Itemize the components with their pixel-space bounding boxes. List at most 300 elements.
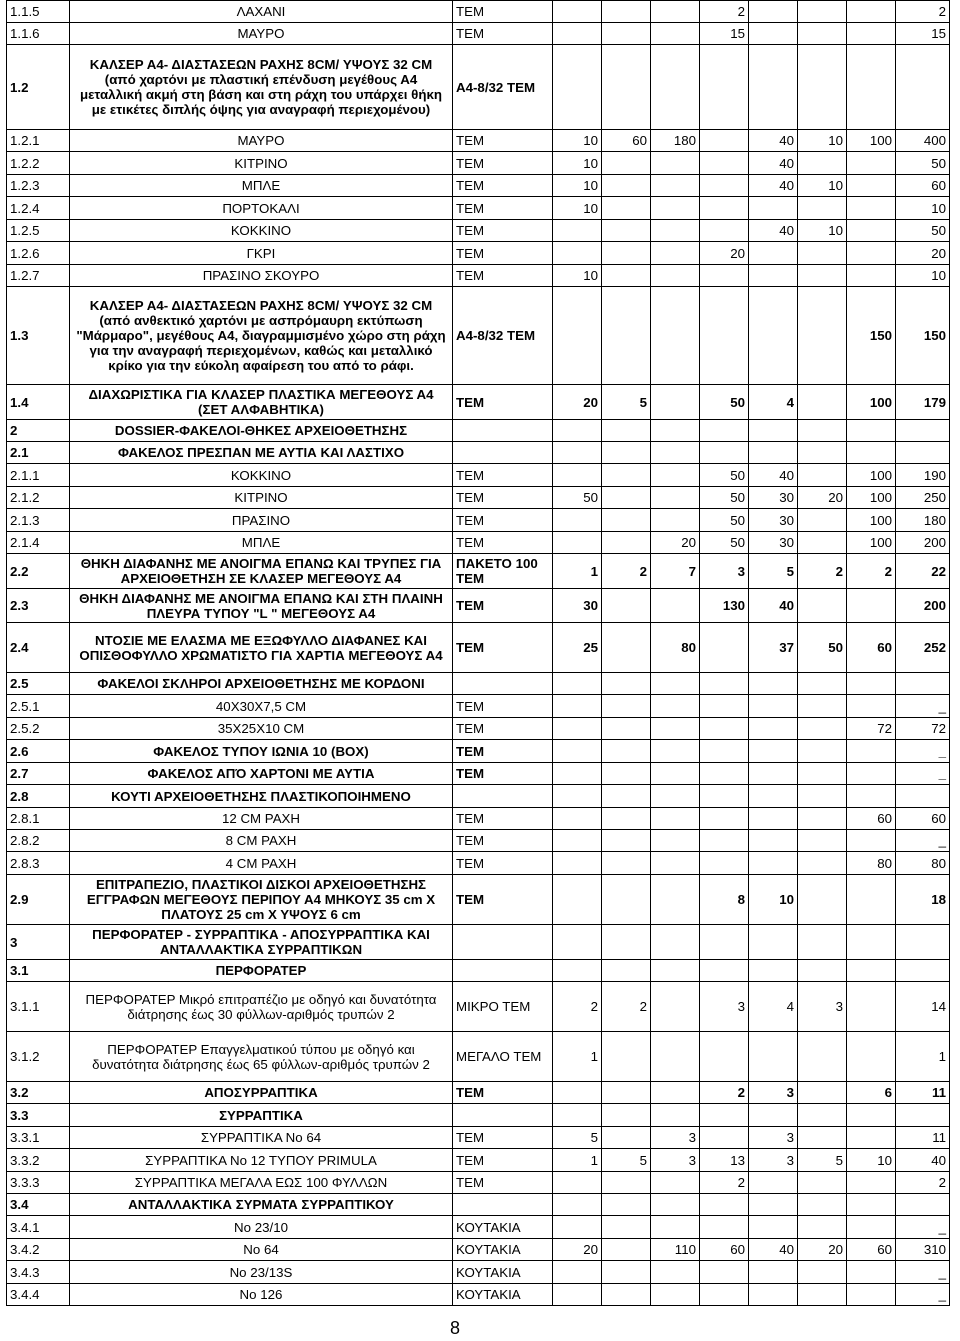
quantity-cell xyxy=(602,1082,651,1104)
quantity-cell: 5 xyxy=(602,1149,651,1172)
quantity-cell xyxy=(553,242,602,265)
quantity-cell xyxy=(798,287,847,385)
total-cell: 60 xyxy=(896,175,950,197)
total-cell: _ xyxy=(896,763,950,785)
item-unit xyxy=(453,960,553,982)
item-unit: ΤΕΜ xyxy=(453,265,553,287)
quantity-cell xyxy=(749,785,798,808)
item-description: ΘΗΚΗ ΔΙΑΦΑΝΗΣ ΜΕ ΑΝΟΙΓΜΑ ΕΠΑΝΩ ΚΑΙ ΣΤΗ ΠΛΑΙΝΗ ΠΛΕΥΡΑ ΤΥΠΟΥ "L " ΜΕΓΕΘΟΥΣ Α4 xyxy=(70,589,453,623)
quantity-cell xyxy=(749,852,798,875)
total-cell: _ xyxy=(896,695,950,718)
item-unit: ΤΕΜ xyxy=(453,1149,553,1172)
quantity-cell xyxy=(553,464,602,487)
quantity-cell xyxy=(749,695,798,718)
quantity-cell xyxy=(847,740,896,763)
item-description: ΠΕΡΦΟΡΑΤΕΡ xyxy=(70,960,453,982)
item-unit: ΤΕΜ xyxy=(453,1127,553,1149)
item-unit: ΤΕΜ xyxy=(453,852,553,875)
quantity-cell: 50 xyxy=(700,509,749,532)
quantity-cell xyxy=(847,197,896,220)
item-code: 2.1.2 xyxy=(7,487,70,509)
total-cell: 400 xyxy=(896,130,950,152)
quantity-cell xyxy=(700,718,749,740)
item-code: 2.8.1 xyxy=(7,808,70,830)
item-code: 1.2.4 xyxy=(7,197,70,220)
item-code: 3.4.2 xyxy=(7,1239,70,1261)
quantity-cell xyxy=(798,718,847,740)
item-description: ΚΑΛΣΕΡ Α4- ΔΙΑΣΤΑΣΕΩΝ ΡΑΧΗΣ 8CM/ ΥΨΟΥΣ 32 CM (από ανθεκτικό χαρτόνι με ασπρόμαυρη εκτύπωση "Μάρμαρο", μεγέθους Α4, διαγραμμισμένο χώρο στη ράχη για την αναγραφή περιεχομένων, καθώς και μεταλλικό κρίκο για την εύκολη αφαίρεση του από το ράφι. xyxy=(70,287,453,385)
quantity-cell xyxy=(749,1261,798,1284)
quantity-cell xyxy=(553,1104,602,1127)
total-cell: 179 xyxy=(896,385,950,420)
quantity-cell xyxy=(847,45,896,130)
quantity-cell xyxy=(749,420,798,442)
quantity-cell xyxy=(700,287,749,385)
quantity-cell xyxy=(847,265,896,287)
quantity-cell xyxy=(553,718,602,740)
quantity-cell xyxy=(651,287,700,385)
quantity-cell: 37 xyxy=(749,623,798,673)
item-description: 35Χ25Χ10 CM xyxy=(70,718,453,740)
total-cell xyxy=(896,1104,950,1127)
quantity-cell xyxy=(602,265,651,287)
quantity-cell xyxy=(700,45,749,130)
quantity-cell xyxy=(602,287,651,385)
quantity-cell xyxy=(749,45,798,130)
table-row xyxy=(7,1104,950,1127)
quantity-cell xyxy=(651,1,700,23)
quantity-cell: 60 xyxy=(847,808,896,830)
table-row xyxy=(7,925,950,960)
total-cell: 2 xyxy=(896,1,950,23)
item-unit: Α4-8/32 ΤΕΜ xyxy=(453,287,553,385)
quantity-cell xyxy=(651,875,700,925)
total-cell xyxy=(896,785,950,808)
quantity-cell: 13 xyxy=(700,1149,749,1172)
item-description: ΦΑΚΕΛΟΙ ΣΚΛΗΡΟΙ ΑΡΧΕΙΟΘΕΤΗΣΗΣ ΜΕ ΚΟΡΔΟΝΙ xyxy=(70,673,453,695)
total-cell: 15 xyxy=(896,23,950,45)
page-number: 8 xyxy=(450,1318,461,1338)
quantity-cell xyxy=(553,785,602,808)
quantity-cell: 3 xyxy=(651,1149,700,1172)
quantity-cell xyxy=(651,1104,700,1127)
quantity-cell xyxy=(798,420,847,442)
total-cell: 50 xyxy=(896,220,950,242)
quantity-cell xyxy=(847,1032,896,1082)
item-unit: ΤΕΜ xyxy=(453,23,553,45)
quantity-cell xyxy=(602,152,651,175)
quantity-cell xyxy=(602,740,651,763)
quantity-cell xyxy=(553,420,602,442)
total-cell: 22 xyxy=(896,554,950,589)
quantity-cell xyxy=(700,1032,749,1082)
item-code: 2.8.2 xyxy=(7,830,70,852)
table-row xyxy=(7,1032,950,1082)
quantity-cell: 100 xyxy=(847,385,896,420)
total-cell: 14 xyxy=(896,982,950,1032)
item-unit: ΤΕΜ xyxy=(453,152,553,175)
table-row xyxy=(7,960,950,982)
quantity-cell xyxy=(602,695,651,718)
item-unit: ΚΟΥΤΑΚΙΑ xyxy=(453,1284,553,1306)
quantity-cell xyxy=(798,925,847,960)
item-unit: ΠΑΚΕΤΟ 100 ΤΕΜ xyxy=(453,554,553,589)
quantity-cell xyxy=(602,623,651,673)
quantity-cell xyxy=(749,763,798,785)
item-description: ΔΙΑΧΩΡΙΣΤΙΚΑ ΓΙΑ ΚΛΑΣΕΡ ΠΛΑΣΤΙΚΑ ΜΕΓΕΘΟΥΣ Α4 (ΣΕΤ ΑΛΦΑΒΗΤΙΚΑ) xyxy=(70,385,453,420)
item-description: ΝΤΟΣΙΕ ΜΕ ΕΛΑΣΜΑ ΜΕ ΕΞΩΦΥΛΛΟ ΔΙΑΦΑΝΕΣ ΚΑΙ ΟΠΙΣΘΟΦΥΛΛΟ ΧΡΩΜΑΤΙΣΤΟ ΓΙΑ ΧΑΡΤΙΑ ΜΕΓΕΘΟΥΣ Α4 xyxy=(70,623,453,673)
quantity-cell xyxy=(553,808,602,830)
quantity-cell: 40 xyxy=(749,589,798,623)
quantity-cell xyxy=(798,852,847,875)
quantity-cell xyxy=(700,152,749,175)
table-row xyxy=(7,875,950,925)
quantity-cell xyxy=(700,420,749,442)
item-description: ΠΡΑΣΙΝΟ ΣΚΟΥΡΟ xyxy=(70,265,453,287)
quantity-cell xyxy=(651,265,700,287)
quantity-cell: 3 xyxy=(798,982,847,1032)
total-cell: _ xyxy=(896,1284,950,1306)
total-cell: 50 xyxy=(896,152,950,175)
quantity-cell: 150 xyxy=(847,287,896,385)
table-row xyxy=(7,852,950,875)
item-unit xyxy=(453,673,553,695)
quantity-cell xyxy=(847,1284,896,1306)
table-row xyxy=(7,509,950,532)
item-unit: ΤΕΜ xyxy=(453,623,553,673)
quantity-cell xyxy=(749,673,798,695)
table-row xyxy=(7,442,950,464)
quantity-cell: 10 xyxy=(798,220,847,242)
item-code: 1.2.3 xyxy=(7,175,70,197)
quantity-cell xyxy=(651,464,700,487)
item-unit: ΜΕΓΑΛΟ ΤΕΜ xyxy=(453,1032,553,1082)
quantity-cell xyxy=(602,808,651,830)
quantity-cell xyxy=(602,1284,651,1306)
item-description: ΘΗΚΗ ΔΙΑΦΑΝΗΣ ΜΕ ΑΝΟΙΓΜΑ ΕΠΑΝΩ ΚΑΙ ΤΡΥΠΕΣ ΓΙΑ ΑΡΧΕΙΟΘΕΤΗΣΗ ΣΕ ΚΛΑΣΕΡ ΜΕΓΕΘΟΥΣ Α4 xyxy=(70,554,453,589)
quantity-cell xyxy=(651,673,700,695)
quantity-cell xyxy=(749,1194,798,1216)
quantity-cell xyxy=(553,740,602,763)
item-code: 1.1.6 xyxy=(7,23,70,45)
item-code: 2.1 xyxy=(7,442,70,464)
quantity-cell xyxy=(749,1284,798,1306)
total-cell: _ xyxy=(896,830,950,852)
item-description: ΓΚΡΙ xyxy=(70,242,453,265)
quantity-cell xyxy=(749,197,798,220)
item-unit: ΤΕΜ xyxy=(453,740,553,763)
total-cell xyxy=(896,45,950,130)
quantity-cell xyxy=(651,1032,700,1082)
quantity-cell: 2 xyxy=(700,1,749,23)
item-code: 2.5 xyxy=(7,673,70,695)
table-row xyxy=(7,1149,950,1172)
item-unit: ΤΕΜ xyxy=(453,695,553,718)
quantity-cell: 10 xyxy=(798,175,847,197)
item-description: ΑΝΤΑΛΛΑΚΤΙΚΑ ΣΥΡΜΑΤΑ ΣΥΡΡΑΠΤΙΚΟΥ xyxy=(70,1194,453,1216)
item-description: ΣΥΡΡΑΠΤΙΚΑ Νο 64 xyxy=(70,1127,453,1149)
total-cell: 72 xyxy=(896,718,950,740)
quantity-cell xyxy=(798,875,847,925)
quantity-cell xyxy=(798,1104,847,1127)
quantity-cell: 50 xyxy=(700,532,749,554)
quantity-cell: 25 xyxy=(553,623,602,673)
quantity-cell: 10 xyxy=(798,130,847,152)
quantity-cell: 3 xyxy=(700,982,749,1032)
quantity-cell xyxy=(798,830,847,852)
quantity-cell: 100 xyxy=(847,532,896,554)
quantity-cell xyxy=(847,875,896,925)
item-code: 2.1.3 xyxy=(7,509,70,532)
quantity-cell xyxy=(749,925,798,960)
item-description: Νο 126 xyxy=(70,1284,453,1306)
item-unit: ΤΕΜ xyxy=(453,589,553,623)
item-description: 4 CM ΡΑΧΗ xyxy=(70,852,453,875)
item-code: 3.1 xyxy=(7,960,70,982)
item-unit: ΤΕΜ xyxy=(453,130,553,152)
quantity-cell: 100 xyxy=(847,487,896,509)
item-description: ΑΠΟΣΥΡΡΑΠΤΙΚΑ xyxy=(70,1082,453,1104)
quantity-cell xyxy=(700,175,749,197)
quantity-cell: 30 xyxy=(749,532,798,554)
quantity-cell xyxy=(798,1194,847,1216)
quantity-cell xyxy=(700,197,749,220)
item-code: 2.2 xyxy=(7,554,70,589)
table-row xyxy=(7,554,950,589)
quantity-cell xyxy=(651,982,700,1032)
quantity-cell xyxy=(798,265,847,287)
quantity-cell xyxy=(847,23,896,45)
quantity-cell: 5 xyxy=(553,1127,602,1149)
quantity-cell xyxy=(651,960,700,982)
quantity-cell xyxy=(700,220,749,242)
quantity-cell xyxy=(651,1082,700,1104)
quantity-cell: 100 xyxy=(847,509,896,532)
quantity-cell: 100 xyxy=(847,464,896,487)
table-row xyxy=(7,130,950,152)
quantity-cell xyxy=(602,197,651,220)
quantity-cell xyxy=(700,785,749,808)
quantity-cell xyxy=(553,960,602,982)
quantity-cell xyxy=(847,242,896,265)
item-unit xyxy=(453,925,553,960)
table-row xyxy=(7,175,950,197)
item-description: ΠΕΡΦΟΡΑΤΕΡ Μικρό επιτραπέζιο με οδηγό και δυνατότητα διάτρησης έως 30 φύλλων-αριθμός τρυπών 2 xyxy=(70,982,453,1032)
item-code: 1.1.5 xyxy=(7,1,70,23)
item-code: 2.4 xyxy=(7,623,70,673)
quantity-cell: 20 xyxy=(798,487,847,509)
quantity-cell xyxy=(602,220,651,242)
table-row xyxy=(7,532,950,554)
item-code: 2.8 xyxy=(7,785,70,808)
table-row xyxy=(7,242,950,265)
quantity-cell xyxy=(553,852,602,875)
quantity-cell xyxy=(602,1127,651,1149)
quantity-cell xyxy=(749,718,798,740)
quantity-cell xyxy=(847,1127,896,1149)
item-unit: ΤΕΜ xyxy=(453,875,553,925)
quantity-cell xyxy=(749,960,798,982)
table-row xyxy=(7,623,950,673)
table-row xyxy=(7,265,950,287)
item-description: 40Χ30Χ7,5 CM xyxy=(70,695,453,718)
quantity-cell xyxy=(553,23,602,45)
quantity-cell xyxy=(749,1172,798,1194)
quantity-cell xyxy=(847,925,896,960)
quantity-cell xyxy=(651,509,700,532)
quantity-cell xyxy=(847,982,896,1032)
quantity-cell: 10 xyxy=(553,197,602,220)
quantity-cell xyxy=(602,464,651,487)
item-description: ΚΟΚΚΙΝΟ xyxy=(70,220,453,242)
quantity-cell xyxy=(847,673,896,695)
quantity-cell xyxy=(847,589,896,623)
total-cell: 40 xyxy=(896,1149,950,1172)
quantity-cell xyxy=(651,175,700,197)
quantity-cell: 10 xyxy=(847,1149,896,1172)
item-unit: ΤΕΜ xyxy=(453,175,553,197)
quantity-cell xyxy=(602,1194,651,1216)
total-cell xyxy=(896,925,950,960)
quantity-cell: 80 xyxy=(651,623,700,673)
quantity-cell xyxy=(553,830,602,852)
quantity-cell xyxy=(553,1216,602,1239)
quantity-cell: 3 xyxy=(749,1127,798,1149)
item-unit xyxy=(453,420,553,442)
quantity-cell xyxy=(602,487,651,509)
quantity-cell xyxy=(553,442,602,464)
quantity-cell: 20 xyxy=(553,385,602,420)
quantity-cell xyxy=(602,1216,651,1239)
quantity-cell: 3 xyxy=(651,1127,700,1149)
table-row xyxy=(7,1261,950,1284)
quantity-cell xyxy=(602,1,651,23)
quantity-cell: 2 xyxy=(847,554,896,589)
table-row xyxy=(7,1239,950,1261)
quantity-cell xyxy=(798,242,847,265)
quantity-cell xyxy=(847,785,896,808)
quantity-cell xyxy=(651,1194,700,1216)
quantity-cell xyxy=(602,785,651,808)
quantity-cell xyxy=(651,385,700,420)
quantity-cell xyxy=(602,925,651,960)
table-row xyxy=(7,1,950,23)
quantity-cell xyxy=(651,830,700,852)
quantity-cell xyxy=(700,960,749,982)
quantity-cell xyxy=(700,763,749,785)
table-row xyxy=(7,1284,950,1306)
quantity-cell xyxy=(700,1127,749,1149)
quantity-cell xyxy=(798,442,847,464)
quantity-cell: 60 xyxy=(847,623,896,673)
item-description: ΠΕΡΦΟΡΑΤΕΡ - ΣΥΡΡΑΠΤΙΚΑ - ΑΠΟΣΥΡΡΑΠΤΙΚΑ ΚΑΙ ΑΝΤΑΛΛΑΚΤΙΚΑ ΣΥΡΡΑΠΤΙΚΩΝ xyxy=(70,925,453,960)
quantity-cell xyxy=(651,1216,700,1239)
quantity-cell xyxy=(847,960,896,982)
total-cell: 200 xyxy=(896,589,950,623)
quantity-cell xyxy=(847,1194,896,1216)
quantity-cell: 2 xyxy=(700,1082,749,1104)
quantity-cell xyxy=(602,830,651,852)
quantity-cell: 40 xyxy=(749,1239,798,1261)
item-code: 1.3 xyxy=(7,287,70,385)
quantity-cell xyxy=(749,265,798,287)
table-row xyxy=(7,420,950,442)
quantity-cell: 40 xyxy=(749,464,798,487)
table-row xyxy=(7,1082,950,1104)
quantity-cell: 10 xyxy=(749,875,798,925)
quantity-cell xyxy=(602,175,651,197)
item-code: 2.3 xyxy=(7,589,70,623)
quantity-cell xyxy=(700,130,749,152)
item-unit: ΚΟΥΤΑΚΙΑ xyxy=(453,1216,553,1239)
item-unit xyxy=(453,1104,553,1127)
item-code: 3.1.1 xyxy=(7,982,70,1032)
item-description: DOSSIER-ΦΑΚΕΛΟΙ-ΘΗΚΕΣ ΑΡΧΕΙΟΘΕΤΗΣΗΣ xyxy=(70,420,453,442)
quantity-cell xyxy=(651,589,700,623)
quantity-cell xyxy=(553,925,602,960)
quantity-cell xyxy=(847,1104,896,1127)
quantity-cell: 5 xyxy=(749,554,798,589)
total-cell: 11 xyxy=(896,1127,950,1149)
items-table-body xyxy=(7,1,950,1306)
item-description: ΜΑΥΡΟ xyxy=(70,23,453,45)
quantity-cell: 2 xyxy=(700,1172,749,1194)
quantity-cell xyxy=(602,1032,651,1082)
total-cell: 18 xyxy=(896,875,950,925)
total-cell xyxy=(896,673,950,695)
quantity-cell xyxy=(700,1104,749,1127)
item-description: ΦΑΚΕΛΟΣ ΤΥΠΟΥ ΙΩΝΙΑ 10 (BOX) xyxy=(70,740,453,763)
item-code: 1.2.7 xyxy=(7,265,70,287)
quantity-cell xyxy=(749,740,798,763)
quantity-cell xyxy=(749,1216,798,1239)
table-row xyxy=(7,23,950,45)
table-row xyxy=(7,287,950,385)
item-description: ΚΟΥΤΙ ΑΡΧΕΙΟΘΕΤΗΣΗΣ ΠΛΑΣΤΙΚΟΠΟΙΗΜΕΝΟ xyxy=(70,785,453,808)
quantity-cell xyxy=(798,589,847,623)
quantity-cell xyxy=(602,1261,651,1284)
item-description: ΕΠΙΤΡΑΠΕΖΙΟ, ΠΛΑΣΤΙΚΟΙ ΔΙΣΚΟΙ ΑΡΧΕΙΟΘΕΤΗΣΗΣ ΕΓΓΡΑΦΩΝ ΜΕΓΕΘΟΥΣ ΠΕΡΙΠΟΥ Α4 ΜΗΚΟΥΣ 35 cm Χ ΠΛΑΤΟΥΣ 25 cm Χ ΥΨΟΥΣ 6 cm xyxy=(70,875,453,925)
item-unit: ΚΟΥΤΑΚΙΑ xyxy=(453,1239,553,1261)
quantity-cell xyxy=(847,152,896,175)
quantity-cell: 10 xyxy=(553,265,602,287)
quantity-cell: 3 xyxy=(749,1082,798,1104)
quantity-cell xyxy=(700,673,749,695)
table-row xyxy=(7,740,950,763)
quantity-cell: 60 xyxy=(847,1239,896,1261)
total-cell: _ xyxy=(896,1261,950,1284)
item-unit: ΤΕΜ xyxy=(453,385,553,420)
item-code: 3.3.2 xyxy=(7,1149,70,1172)
quantity-cell xyxy=(553,673,602,695)
total-cell: 1 xyxy=(896,1032,950,1082)
table-row xyxy=(7,45,950,130)
quantity-cell xyxy=(798,1172,847,1194)
quantity-cell xyxy=(651,718,700,740)
quantity-cell: 8 xyxy=(700,875,749,925)
quantity-cell xyxy=(651,808,700,830)
item-description: Νο 23/13S xyxy=(70,1261,453,1284)
item-description: ΜΠΛΕ xyxy=(70,532,453,554)
quantity-cell: 1 xyxy=(553,554,602,589)
quantity-cell xyxy=(847,763,896,785)
quantity-cell xyxy=(749,808,798,830)
quantity-cell xyxy=(602,420,651,442)
quantity-cell xyxy=(651,852,700,875)
total-cell: 252 xyxy=(896,623,950,673)
quantity-cell: 60 xyxy=(602,130,651,152)
item-code: 1.2.5 xyxy=(7,220,70,242)
